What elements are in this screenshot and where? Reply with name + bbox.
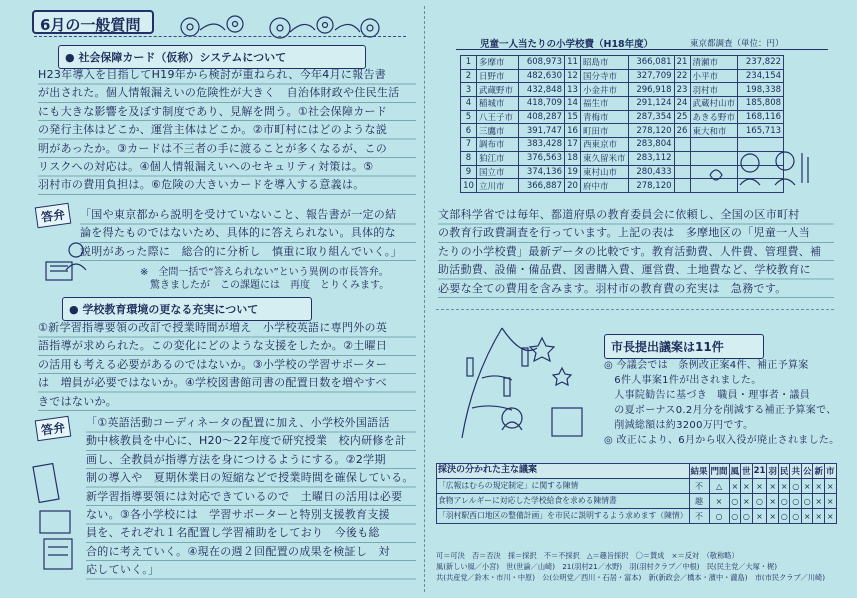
rank-cell: 7 [461, 138, 477, 152]
value-cell: 366,887 [519, 179, 565, 193]
legend-line: 風(新しい風／小宮) 世(世論／山崎) 21(羽村21／水野) 羽(羽村クラブ／中根) 民(民主党／大塚・梶) [436, 562, 778, 571]
section2-body [38, 319, 416, 411]
value-cell: 283,804 [628, 138, 674, 152]
vote-row [437, 494, 837, 509]
value-cell: 291,124 [628, 97, 674, 111]
rank-cell: 21 [674, 56, 690, 70]
answer-tag: 答弁 [35, 203, 72, 229]
vote-cell: ○ [801, 494, 813, 509]
rank-cell: 23 [674, 83, 690, 97]
city-cell: 狛江市 [477, 151, 519, 165]
rank-cell [674, 179, 690, 193]
value-cell: 168,116 [738, 110, 784, 124]
mayor-bills-heading: 市長提出議案は11件 [604, 334, 764, 359]
section1-body [38, 66, 416, 195]
bill-name: 食物アレルギーに対応した学校給食を求める陳情書 [437, 494, 690, 509]
vote-header-cell: 共 [790, 464, 802, 479]
city-cell: 稲城市 [477, 97, 519, 111]
value-cell: 391,747 [519, 124, 565, 138]
answer-tag: 答弁 [35, 416, 72, 442]
person-at-podium-illustration [36, 240, 96, 284]
section2-line: は 増員が必要ではないか。④学校図書館司書の配置日数を増やすべ [38, 376, 387, 390]
mayor-line: 人事院勧告に基づき 職員・理事者・議員 [604, 390, 810, 401]
rank-cell: 24 [674, 97, 690, 111]
value-cell: 482,630 [519, 69, 565, 83]
vote-cell: × [729, 479, 741, 494]
rank-cell [674, 138, 690, 152]
vote-cell: × [752, 509, 767, 524]
table-row [461, 69, 784, 83]
note-line: 驚きましたが この課題には 再度 とりくみます。 [140, 280, 390, 291]
education-paragraph [438, 206, 834, 298]
rank-cell: 22 [674, 69, 690, 83]
rank-cell: 17 [565, 138, 581, 152]
bullet-icon: ● [65, 51, 79, 64]
value-cell: 287,354 [628, 110, 674, 124]
vote-cell: × [813, 479, 825, 494]
paragraph-line: の教育行政費調査を行っています。上記の表は 多摩地区の「児童一人当 [438, 226, 811, 240]
rank-cell: 8 [461, 151, 477, 165]
vote-cell: × [824, 509, 836, 524]
paragraph-line: 文部科学省では毎年、都道府県の教育委員会に依頼し、全国の区市町村 [438, 208, 800, 221]
note-line: ※ 全問一括で“答えられない”という異例の市長答弁。 [140, 267, 389, 278]
bill-name: 「広報はむらの規定制定」に関する陳情 [437, 479, 690, 494]
vote-cell: ○ [752, 494, 767, 509]
vote-header-cell: 公 [801, 464, 813, 479]
paragraph-line: 必要な全ての費用を含みます。羽村市の教育費の充実は 急務です。 [438, 281, 787, 295]
rank-cell: 19 [565, 165, 581, 179]
vote-cell: × [767, 509, 779, 524]
table-row [461, 110, 784, 124]
vote-cell: ○ [790, 494, 802, 509]
value-cell: 278,120 [628, 179, 674, 193]
vote-header-cell: 新 [813, 464, 825, 479]
vote-cell: × [752, 479, 767, 494]
paragraph-line: 助活動費、設備・備品費、図書購入費、運営費、土地費など、学校教育に [438, 263, 811, 277]
legend-line: 可＝可決 否＝否決 採＝採択 不＝不採択 △＝趣旨採択 〇＝賛成 ×＝反対 （敬称略） [436, 551, 739, 560]
vote-cell: × [778, 479, 790, 494]
section1-line: が出された。個人情報漏えいの危険性が大きく 自治体財政や住民生活 [38, 86, 400, 100]
vote-header-cell: 世 [741, 464, 753, 479]
books-illustration [30, 455, 82, 575]
rank-cell: 4 [461, 97, 477, 111]
city-cell: 青梅市 [581, 110, 629, 124]
vote-cell: × [741, 479, 753, 494]
city-cell: 羽村市 [690, 83, 738, 97]
city-cell: 立川市 [477, 179, 519, 193]
value-cell: 374,136 [519, 165, 565, 179]
rank-cell: 26 [674, 124, 690, 138]
column-divider [424, 6, 425, 592]
answer-line: 応していく。」 [86, 563, 160, 577]
vote-cell: × [709, 494, 729, 509]
table-row [461, 124, 784, 138]
vote-header-cell: 風 [729, 464, 741, 479]
mayor-line: ◎ 改正により、6月から収入役が廃止されました。 [604, 435, 840, 446]
vote-cell: ○ [778, 494, 790, 509]
section1-line: H23年導入を目指してH19年から検討が重ねられ、今年4月に報告書 [38, 68, 387, 81]
bill-name: 「羽村駅西口地区の整備計画」を市民に説明するよう求めます（陳情） [437, 509, 690, 524]
value-cell: 165,713 [738, 124, 784, 138]
city-cell: 武蔵村山市 [690, 97, 738, 111]
answer-line: 「国や東京都から説明を受けていないこと、報告書が一定の結 [80, 208, 397, 221]
rank-cell: 13 [565, 83, 581, 97]
vote-row [437, 509, 837, 524]
vote-cell: × [741, 494, 753, 509]
answer-line: 動中核教員を中心に、H20〜22年度で研究授業 校内研修を計 [86, 434, 407, 448]
section2-line: の活用も考える必要があるのではないか。③小学校の学習サポーター [38, 357, 388, 371]
value-cell: 383,428 [519, 138, 565, 152]
rank-cell: 10 [461, 179, 477, 193]
rank-cell: 6 [461, 124, 477, 138]
vote-header-cell: 21 [752, 464, 767, 479]
city-cell: 東村山市 [581, 165, 629, 179]
answer-line: 「①英語活動コーディネータの配置に加え、小学校外国語活 [86, 416, 390, 429]
section-divider [436, 309, 834, 310]
mayor-bills-body [604, 358, 840, 448]
children-studying-illustration [690, 145, 825, 195]
vote-cell: ○ [729, 509, 741, 524]
vote-cell: ○ [741, 509, 753, 524]
value-cell: 408,287 [519, 110, 565, 124]
city-cell: 調布市 [477, 138, 519, 152]
rank-cell: 16 [565, 124, 581, 138]
city-cell: 西東京市 [581, 138, 629, 152]
flower-decoration [170, 10, 410, 44]
vote-cell: 不 [689, 509, 709, 524]
vote-cell: 趣 [689, 494, 709, 509]
vote-cell: × [767, 494, 779, 509]
answer-line: 論を得たものではないため、具体的に答えられない。具体的な [80, 226, 396, 240]
rank-cell: 18 [565, 151, 581, 165]
section1-line: 羽村市の費用負担は。⑥危険の大きいカードを導入する意義は。 [38, 178, 365, 192]
value-cell: 278,120 [628, 124, 674, 138]
value-cell: 185,808 [738, 97, 784, 111]
city-cell: 国分寺市 [581, 69, 629, 83]
section2-line: ①新学習指導要領の改訂で授業時間が増え 小学校英語に専門外の英 [38, 321, 388, 334]
vote-cell: × [801, 479, 813, 494]
city-cell: 多摩市 [477, 56, 519, 70]
answer-line: 合的に考えていく。④現在の週２回配置の成果を検証し 対 [86, 544, 390, 558]
rank-cell: 5 [461, 110, 477, 124]
section1-line: 明があったか。③カードは不三者の手に渡ることが多くなるが、この [38, 141, 388, 155]
rank-cell: 3 [461, 83, 477, 97]
vote-cell: 不 [689, 479, 709, 494]
vote-header-cell: 門間 [709, 464, 729, 479]
vote-header-row [437, 464, 837, 479]
value-cell: 376,563 [519, 151, 565, 165]
city-cell: 日野市 [477, 69, 519, 83]
city-cell: 小金井市 [581, 83, 629, 97]
city-cell: 町田市 [581, 124, 629, 138]
vote-cell: ○ [790, 509, 802, 524]
vote-table [436, 463, 837, 524]
table-row [461, 83, 784, 97]
mayor-line: の夏ボーナス0.2月分を削減する補正予算案で、 [604, 405, 837, 416]
table-row [461, 97, 784, 111]
vote-header-cell: 市 [824, 464, 836, 479]
table-rule [456, 49, 828, 50]
vote-cell: ○ [790, 479, 802, 494]
mayor-line: ◎ 今議会では 条例改正案4件、補正予算案 [604, 360, 809, 371]
rank-cell: 20 [565, 179, 581, 193]
section2-heading: ● 学校教育環境の更なる充実について [62, 297, 312, 321]
rank-cell: 12 [565, 69, 581, 83]
answer-line: 員を、それぞれ１名配置し学習補助をしており 今後も総 [86, 526, 380, 540]
section2-line: きではないか。 [38, 394, 118, 408]
vote-cell: × [824, 494, 836, 509]
city-cell: 三鷹市 [477, 124, 519, 138]
rank-cell: 14 [565, 97, 581, 111]
section1-line: の発行主体はどこか、運営主体はどこか。②市町村にはどのような説 [38, 123, 388, 137]
value-cell: 418,709 [519, 97, 565, 111]
bullet-icon: ● [69, 303, 83, 316]
section1-note [140, 266, 420, 292]
vote-header-cell: 羽 [767, 464, 779, 479]
value-cell: 237,822 [738, 56, 784, 70]
value-cell: 366,081 [628, 56, 674, 70]
mayor-line: 削減総額は約3200万円です。 [604, 420, 754, 431]
value-cell: 296,918 [628, 83, 674, 97]
city-cell: あきる野市 [690, 110, 738, 124]
vote-cell: ○ [709, 509, 729, 524]
vote-cell: × [813, 509, 825, 524]
vote-header-cell: 結果 [689, 464, 709, 479]
rank-cell: 11 [565, 56, 581, 70]
city-cell: 府中市 [581, 179, 629, 193]
rank-cell [674, 165, 690, 179]
table-source: 東京都調査（単位：円） [690, 39, 784, 49]
section1-heading: ● 社会保障カード（仮称）システムについて [58, 45, 366, 69]
city-cell: 小平市 [690, 69, 738, 83]
rank-cell: 25 [674, 110, 690, 124]
section2-line: 語指導が求められた。この変化にどのような支援をしたか。②土曜日 [38, 339, 388, 353]
vote-cell: × [801, 509, 813, 524]
city-cell: 昭島市 [581, 56, 629, 70]
section1-answer [80, 206, 416, 261]
vote-cell: ○ [729, 494, 741, 509]
value-cell: 234,154 [738, 69, 784, 83]
table-title: 児童一人当たりの小学校費（H18年度） [480, 39, 654, 50]
vote-table-title: 採決の分かれた主な議案 [437, 464, 690, 479]
vote-cell: × [813, 494, 825, 509]
vote-cell: △ [709, 479, 729, 494]
answer-line: 画し、全教員が指導方法を身につけるようにする。②2学期 [86, 452, 386, 466]
tanabata-illustration [442, 318, 592, 444]
city-cell: 福生市 [581, 97, 629, 111]
section1-line: リスクへの対応は。④個人情報漏えいへのセキュリティ対策は。⑤ [38, 160, 374, 174]
value-cell: 608,973 [519, 56, 565, 70]
title-rule [34, 36, 406, 37]
city-cell: 東大和市 [690, 124, 738, 138]
legend-line: 共(共産党／鈴木・市川・中原) 公(公明党／西川・石居・富本) 新(新政会／橋本・濱中・瀧島) 市(市民クラブ／川崎) [436, 573, 826, 582]
vote-cell: × [824, 479, 836, 494]
answer-line: 制の導入や 夏期休業日の短縮などで授業時間を確保している。 [86, 471, 414, 485]
section1-line: にも大きな影響を及ぼす制度であり、見解を問う。①社会保障カード [38, 104, 388, 118]
answer-line: 新学習指導要領には対応できているので 土曜日の活用は必要 [86, 489, 403, 503]
city-cell: 武蔵野市 [477, 83, 519, 97]
vote-legend [436, 550, 836, 583]
answer-line: ない。③各小学校には 学習サポーターと特別支援教育支援 [86, 508, 390, 522]
rank-cell: 1 [461, 56, 477, 70]
city-cell: 東久留米市 [581, 151, 629, 165]
value-cell: 280,433 [628, 165, 674, 179]
vote-cell: × [767, 479, 779, 494]
value-cell: 327,709 [628, 69, 674, 83]
page-title: 6月の一般質問 [32, 10, 154, 34]
paragraph-line: たりの小学校費」最新データの比較です。教育活動費、人件費、管理費、補 [438, 244, 822, 258]
city-cell: 国立市 [477, 165, 519, 179]
rank-cell: 9 [461, 165, 477, 179]
value-cell: 432,848 [519, 83, 565, 97]
section2-answer [86, 414, 416, 580]
mayor-line: 6件人事案1件が出されました。 [604, 375, 762, 386]
rank-cell: 2 [461, 69, 477, 83]
vote-cell: ○ [778, 509, 790, 524]
table-row [461, 56, 784, 70]
city-cell: 清瀬市 [690, 56, 738, 70]
value-cell: 198,338 [738, 83, 784, 97]
vote-header-cell: 民 [778, 464, 790, 479]
rank-cell: 15 [565, 110, 581, 124]
city-cell: 八王子市 [477, 110, 519, 124]
value-cell: 283,112 [628, 151, 674, 165]
vote-row [437, 479, 837, 494]
rank-cell [674, 151, 690, 165]
answer-line: 説明があった際に 総合的に分析し 慎重に取り組んでいく。」 [80, 244, 402, 258]
